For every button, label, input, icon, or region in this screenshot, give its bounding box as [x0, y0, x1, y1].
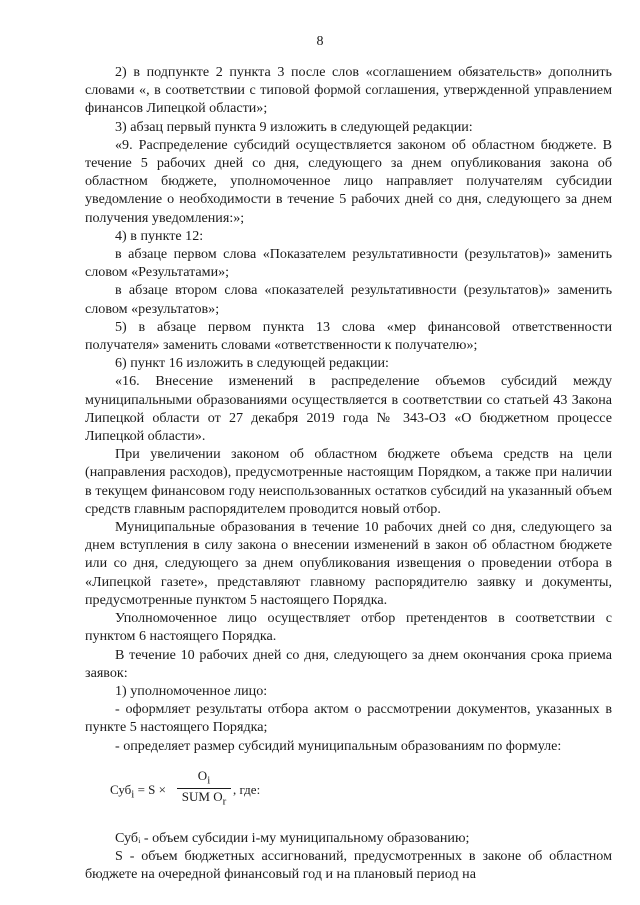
paragraph: «16. Внесение изменений в распределение объемов субсидий между муниципальными образованиями осуществляется в соответствии со статьей 43 Закона Липецкой области от 27 декабря 2019 года № 343-ОЗ «О бюджетном процессе Липецкой области».	[85, 373, 612, 445]
paragraph: Муниципальные образования в течение 10 рабочих дней со дня, следующего за днем вступления в силу закона о внесении изменений в закон об областном бюджете или со дня, следующего за днем опубликования извещения о проведении отбора в «Липецкой газете», представляют главному распорядителю заявку и документы, предусмотренные пунктом 5 настоящего Порядка.	[85, 519, 612, 608]
paragraph: Уполномоченное лицо осуществляет отбор претендентов в соответствии с пунктом 6 настоящего Порядка.	[85, 610, 612, 645]
paragraph: 4) в пункте 12:	[115, 227, 204, 244]
page-number: 8	[316, 34, 324, 49]
paragraph: 6) пункт 16 изложить в следующей редакции:	[115, 355, 389, 372]
paragraph: При увеличении законом об областном бюджете объема средств на цели (направления расходов), предусмотренные настоящим Порядком, а также при наличии в текущем финансовом году неиспользованных остатков субсидий на указанный объем средств главным распорядителем проводится новый отбор.	[85, 446, 612, 517]
paragraph: 3) абзац первый пункта 9 изложить в следующей редакции:	[115, 118, 473, 135]
paragraph: в абзаце первом слова «Показателем результативности (результатов)» заменить словом «Результатами»;	[85, 246, 612, 281]
paragraph: Субᵢ - объем субсидии i-му муниципальному образованию;	[115, 829, 470, 846]
paragraph: 2) в подпункте 2 пункта 3 после слов «соглашением обязательств» дополнить словами «, в соответствии с типовой формой соглашения, утвержденной управлением финансов Липецкой области»;	[85, 64, 612, 117]
formula-numerator: $O_i$	[177, 768, 231, 790]
paragraph: - определяет размер субсидий муниципальным образованиям по формуле:	[115, 737, 562, 754]
formula-fraction	[177, 768, 231, 810]
paragraph: 5) в абзаце первом пункта 13 слова «мер финансовой ответственности получателя» заменить словами «ответственности к получателю»;	[85, 318, 612, 354]
paragraph: «9. Распределение субсидий осуществляется законом об областном бюджете. В течение 5 рабочих дней со дня, следующего за днем опубликования закона об областном бюджете, уполномоченное лицо направляет получателям субсидии уведомление о необходимости в течение 5 рабочих дней со дня, следующего за днем получения уведомления:»;	[85, 136, 612, 226]
formula-lhs: Суб$_i$ = S ×	[110, 781, 166, 801]
formula-denominator: SUM $O_r$	[181, 789, 227, 808]
paragraph: В течение 10 рабочих дней со дня, следующего за днем окончания срока приема заявок:	[85, 646, 612, 681]
paragraphs-before-formula	[85, 63, 612, 755]
paragraph: 1) уполномоченное лицо:	[115, 682, 268, 699]
document-body	[85, 63, 612, 883]
paragraph: S - объем бюджетных ассигнований, предусмотренных в законе об областном бюджете на очередной финансовый год и на плановый период на	[85, 847, 612, 883]
paragraphs-after-formula	[85, 829, 612, 884]
formula-tail: , где:	[233, 781, 261, 797]
paragraph: в абзаце втором слова «показателей результативности (результатов)» заменить словом «результатов»;	[85, 282, 612, 317]
paragraph: - оформляет результаты отбора актом о рассмотрении документов, указанных в пункте 5 настоящего Порядка;	[85, 701, 612, 736]
subsidy-formula	[85, 761, 612, 815]
